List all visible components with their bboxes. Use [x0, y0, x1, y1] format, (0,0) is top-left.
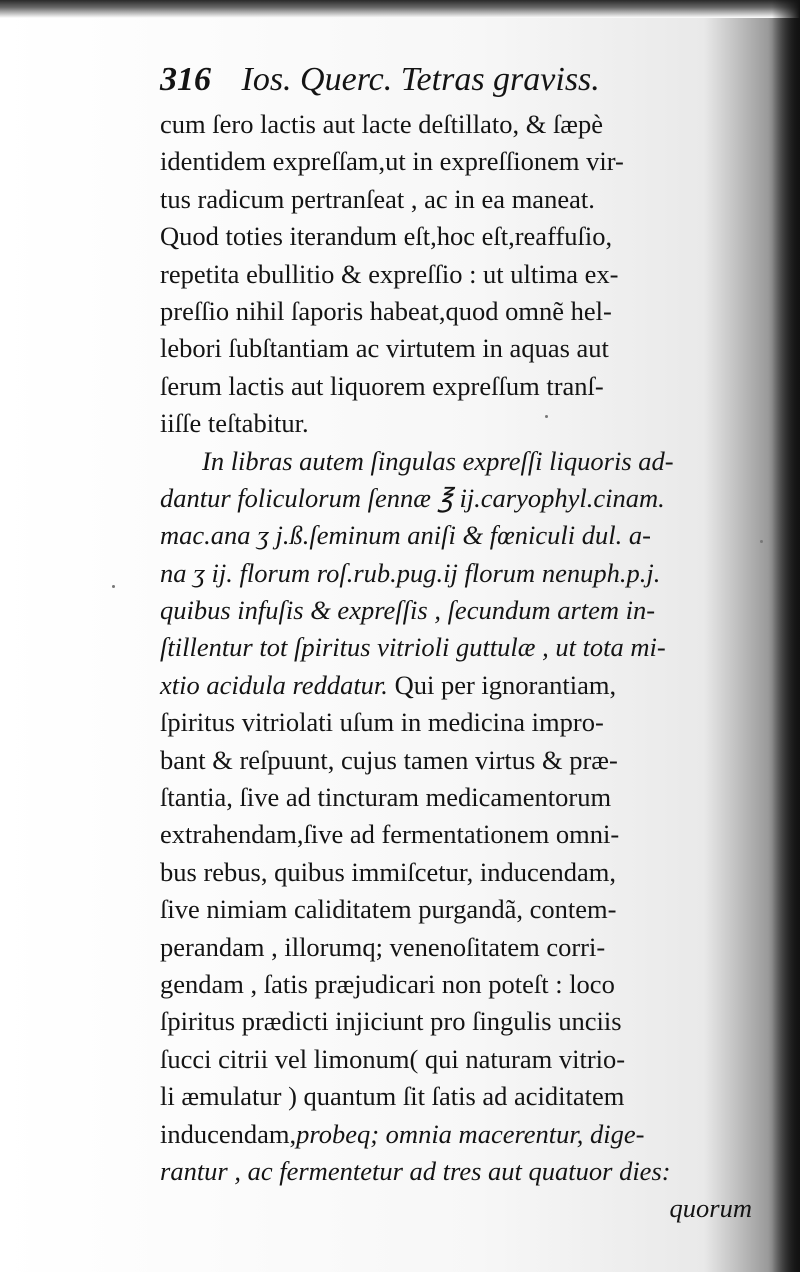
- text-line: [160, 667, 760, 704]
- text-line: [160, 256, 760, 293]
- text-line-content: gendam , ſatis præjudicari non poteſt : loco: [160, 968, 615, 999]
- text-line: [160, 1003, 760, 1040]
- text-line-content: na ʒ ij. florum roſ.rub.pug.ij florum nenuph.p.j.: [160, 557, 661, 588]
- catchword: quorum: [669, 1193, 752, 1224]
- text-line: [160, 891, 760, 928]
- running-header: [160, 55, 720, 105]
- text-line-content: inducendam,: [160, 1118, 297, 1149]
- text-line-content: identidem expreſſam,ut in expreſſionem vir-: [160, 146, 624, 177]
- page-top-shadow: [0, 0, 800, 18]
- text-line-content: ſtillentur tot ſpiritus vitrioli guttulæ , ut tota mi-: [160, 632, 666, 663]
- text-line: [160, 443, 760, 480]
- text-line-content: extrahendam,ſive ad fermentationem omni-: [160, 819, 620, 850]
- text-line: [160, 1041, 760, 1078]
- text-line-content: li æmulatur ) quantum ſit ſatis ad aciditatem: [160, 1081, 625, 1112]
- text-line: [160, 330, 760, 367]
- text-line: [160, 816, 760, 853]
- text-line: [160, 293, 760, 330]
- text-line-content: Quod toties iterandum eſt,hoc eſt,reaffuſio,: [160, 221, 613, 252]
- text-line: [160, 629, 760, 666]
- text-line: [160, 555, 760, 592]
- text-line-content: ſpiritus vitriolati uſum in medicina impro-: [160, 707, 604, 738]
- text-line-content: bant & reſpuunt, cujus tamen virtus & præ-: [160, 744, 618, 775]
- text-line-content: iiſſe teſtabitur.: [160, 408, 309, 439]
- text-line: [160, 704, 760, 741]
- text-line: [160, 480, 760, 517]
- text-line-content: repetita ebullitio & expreſſio : ut ultima ex-: [160, 258, 619, 289]
- text-line-content: ſucci citrii vel limonum( qui naturam vitrio-: [160, 1043, 626, 1074]
- text-line: [160, 106, 760, 143]
- text-line-continuation: Qui per ignorantiam,: [387, 669, 617, 700]
- text-line-content: xtio acidula reddatur.: [160, 669, 388, 700]
- text-line: [160, 368, 760, 405]
- text-line: [160, 1078, 760, 1115]
- text-line-content: dantur foliculorum ſennæ ℥ ij.caryophyl.cinam.: [160, 482, 665, 513]
- text-line: [160, 181, 760, 218]
- text-line: [160, 742, 760, 779]
- text-line: [160, 405, 760, 442]
- text-line: [160, 854, 760, 891]
- text-line: [160, 779, 760, 816]
- text-line-content: preſſio nihil ſaporis habeat,quod omnẽ hel-: [160, 295, 612, 326]
- text-line: [160, 143, 760, 180]
- text-line-content: quibus infuſis & expreſſis , ſecundum artem in-: [160, 595, 656, 626]
- text-line-content: In libras autem ſingulas expreſſi liquoris ad-: [202, 445, 674, 476]
- text-line-content: ſtantia, ſive ad tincturam medicamentorum: [160, 782, 612, 813]
- text-line: [160, 966, 760, 1003]
- text-line-content: rantur , ac fermentetur ad tres aut quatuor dies:: [160, 1155, 671, 1186]
- text-line: [160, 1116, 760, 1153]
- text-line: [160, 929, 760, 966]
- text-line-content: bus rebus, quibus immiſcetur, inducendam,: [160, 856, 616, 887]
- text-line-content: perandam , illorumq; venenoſitatem corri-: [160, 931, 606, 962]
- page-number: 316: [160, 61, 211, 98]
- body-text: [160, 106, 760, 1228]
- text-line-content: tus radicum pertranſeat , ac in ea maneat.: [160, 183, 595, 214]
- print-speck: [760, 540, 763, 543]
- text-line-content: ſive nimiam caliditatem purgandã, contem-: [160, 894, 617, 925]
- text-line-content: ſpiritus prædicti injiciunt pro ſingulis unciis: [160, 1006, 622, 1037]
- text-line: [160, 218, 760, 255]
- text-line-content: cum ſero lactis aut lacte deſtillato, & ſæpè: [160, 109, 603, 139]
- text-line-content: lebori ſubſtantiam ac virtutem in aquas aut: [160, 333, 609, 364]
- print-speck: [545, 415, 548, 418]
- text-line: [160, 517, 760, 554]
- text-line-content: mac.ana ʒ j.ß.ſeminum aniſi & fœniculi dul. a-: [160, 520, 651, 551]
- text-line: [160, 592, 760, 629]
- print-speck: [112, 585, 115, 588]
- text-line-continuation: probeq; omnia macerentur, dige-: [296, 1118, 645, 1149]
- running-title: Ios. Querc. Tetras graviss.: [241, 61, 600, 98]
- text-line: [160, 1153, 760, 1190]
- text-line-content: ſerum lactis aut liquorem expreſſum tranſ-: [160, 370, 604, 401]
- page-gutter-shadow: [772, 0, 800, 1272]
